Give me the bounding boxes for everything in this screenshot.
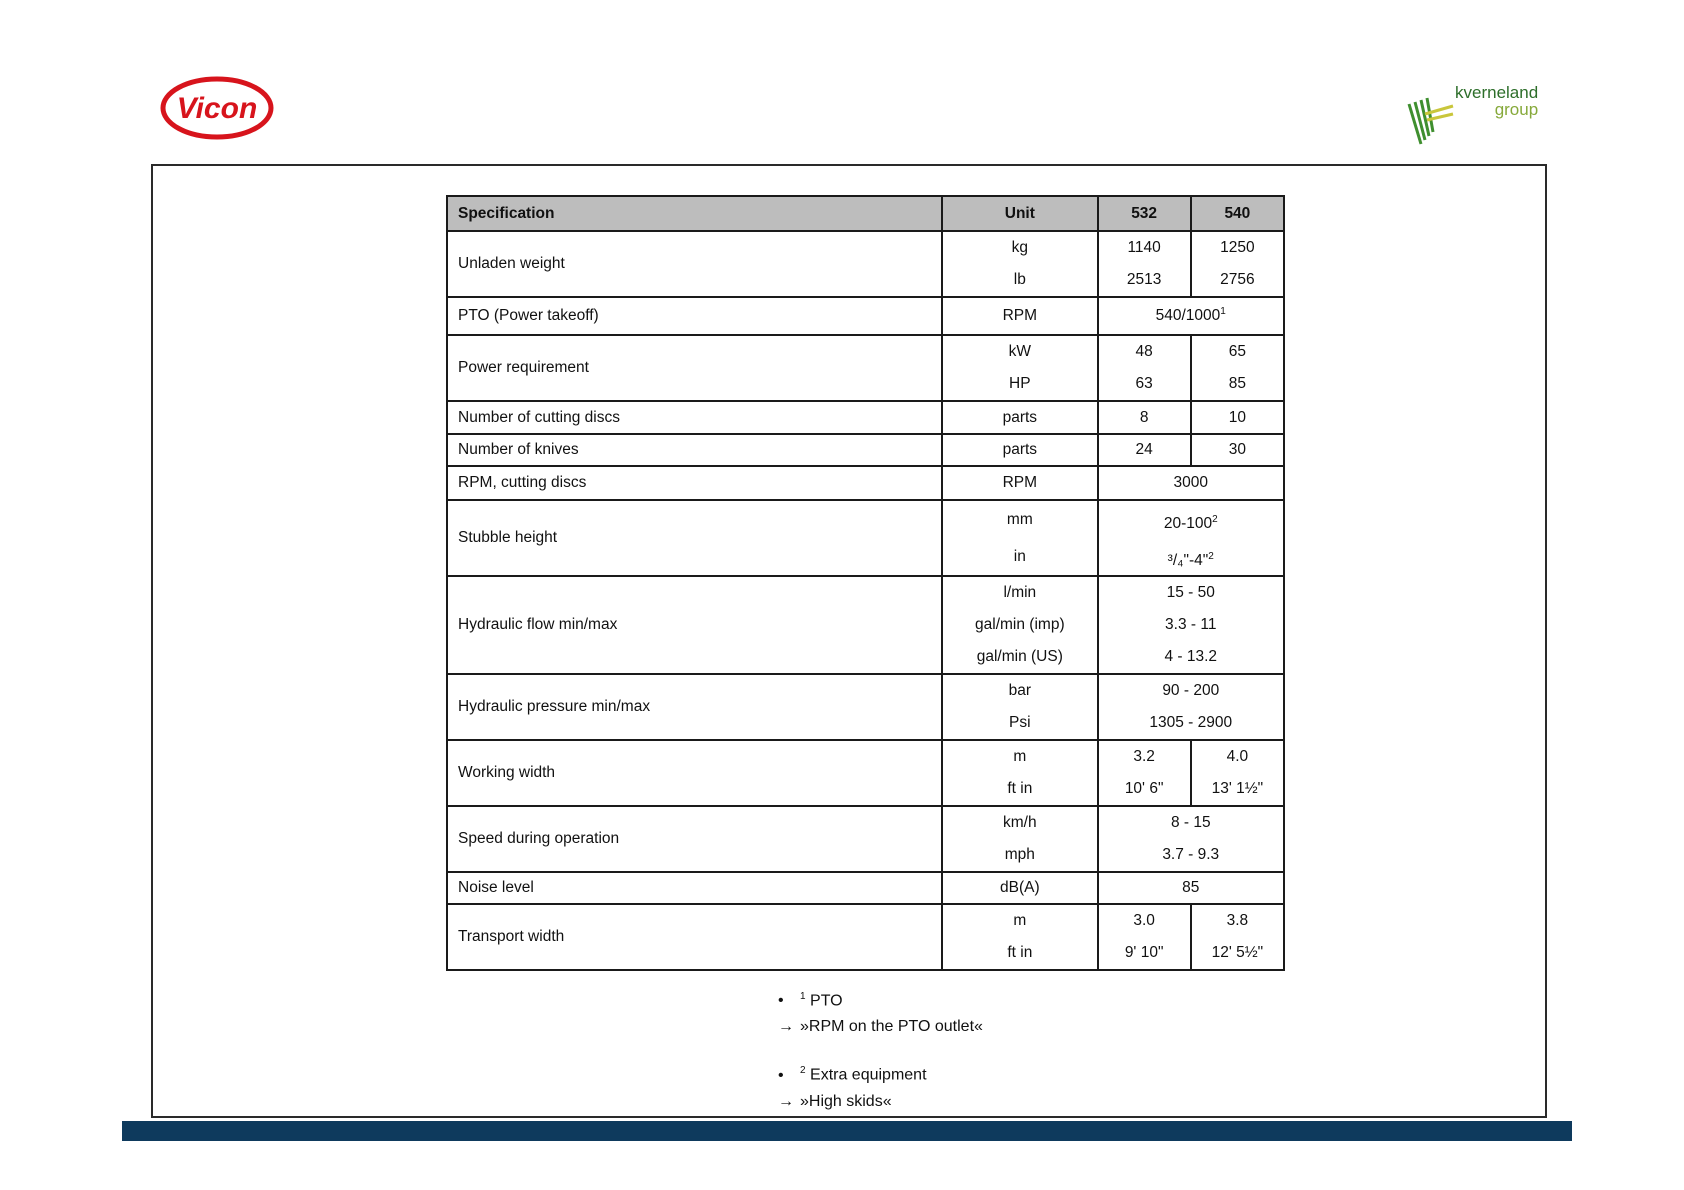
unit-cell: ft in [1007, 780, 1033, 797]
table-header-row [447, 196, 1284, 231]
arrow-right-icon: → [778, 1092, 794, 1110]
value-cell: 85 [1228, 375, 1246, 392]
value-cell: 1140 [1127, 239, 1161, 256]
arrow-right-icon: → [778, 1018, 794, 1036]
value-cell: 30 [1191, 434, 1284, 466]
header-specification: Specification [447, 196, 942, 231]
table-row [447, 904, 1284, 970]
value-cell: 3.2 [1133, 748, 1155, 765]
kverneland-logo [1405, 84, 1545, 146]
table-row [447, 740, 1284, 806]
value-cell: 13' 1½" [1211, 780, 1264, 797]
value-cell: 24 [1098, 434, 1191, 466]
unit-cell: ft in [1007, 944, 1033, 961]
value-cell: 1250 [1220, 239, 1255, 256]
value-cell: 8 [1098, 401, 1191, 434]
unit-cell: kW [1008, 343, 1032, 360]
table-row [447, 872, 1284, 904]
footnote-2-detail [778, 1089, 983, 1115]
unit-cell: RPM [942, 466, 1097, 500]
footnote-2 [778, 1058, 983, 1088]
row-label: Hydraulic flow min/max [447, 576, 942, 674]
table-row [447, 401, 1284, 434]
footnote-detail-text: »High skids« [800, 1092, 892, 1110]
table-row [447, 674, 1284, 740]
footnote-text: Extra equipment [810, 1066, 927, 1084]
table-row [447, 576, 1284, 674]
unit-cell: RPM [942, 297, 1097, 335]
footnote-marker: 2 [1208, 551, 1214, 562]
row-label: Stubble height [447, 500, 942, 576]
vicon-logo-text: Vicon [176, 92, 258, 125]
header-532: 532 [1098, 196, 1191, 231]
unit-cell: l/min [1003, 584, 1037, 601]
value-cell: 2513 [1126, 271, 1162, 288]
unit-cell: in [1013, 548, 1026, 565]
row-label: Noise level [447, 872, 942, 904]
value-cell: 10 [1191, 401, 1284, 434]
table-row [447, 500, 1284, 576]
row-label: Speed during operation [447, 806, 942, 872]
footnote-marker: 2 [800, 1065, 806, 1077]
unit-cell: Psi [1009, 714, 1031, 731]
footnote-1 [778, 984, 983, 1014]
unit-cell: HP [1009, 375, 1031, 392]
value-cell: 4.0 [1226, 748, 1249, 765]
value-cell: 12' 5½" [1211, 944, 1264, 961]
footnote-marker: 2 [1212, 514, 1218, 525]
value-cell: 63 [1135, 375, 1153, 392]
header-540: 540 [1191, 196, 1284, 231]
value-cell: 48 [1135, 343, 1153, 360]
unit-cell: m [1013, 912, 1027, 929]
unit-cell: dB(A) [942, 872, 1097, 904]
row-label: Working width [447, 740, 942, 806]
footnote-marker: 1 [1220, 306, 1226, 318]
unit-cell: gal/min (US) [976, 648, 1063, 665]
unit-cell: parts [942, 434, 1097, 466]
table-row [447, 806, 1284, 872]
table-row [447, 335, 1284, 401]
specification-table [446, 195, 1285, 971]
value-cell: 3.7 - 9.3 [1162, 846, 1220, 863]
row-label: Power requirement [447, 335, 942, 401]
row-label: Number of knives [447, 434, 942, 466]
value-cell: 3.0 [1133, 912, 1155, 929]
bullet-icon: • [778, 992, 784, 1010]
kverneland-line1: kverneland [1455, 83, 1539, 102]
kverneland-mark-icon [1405, 84, 1455, 146]
unit-cell: mm [1006, 511, 1033, 528]
value-cell: 540/1000 [1155, 307, 1221, 325]
unit-cell: kg [1011, 239, 1028, 256]
unit-cell: parts [942, 401, 1097, 434]
footnote-marker: 1 [800, 991, 806, 1002]
vicon-logo [160, 76, 274, 140]
value-cell: 1305 - 2900 [1149, 714, 1233, 731]
value-cell: 90 - 200 [1162, 682, 1220, 699]
unit-cell: m [1013, 748, 1027, 765]
value-cell: 85 [1098, 872, 1284, 904]
value-cell: 65 [1228, 343, 1246, 360]
row-label: Hydraulic pressure min/max [447, 674, 942, 740]
unit-cell: lb [1013, 271, 1026, 288]
row-label: Unladen weight [447, 231, 942, 297]
footnotes [778, 984, 983, 1115]
table-row [447, 434, 1284, 466]
value-cell: 8 - 15 [1170, 814, 1211, 831]
footnote-1-detail [778, 1014, 983, 1040]
value-cell: ³/₄"-4" [1167, 552, 1209, 570]
value-cell: 4 - 13.2 [1164, 648, 1218, 665]
value-cell: 9' 10" [1124, 944, 1164, 961]
unit-cell: bar [1008, 682, 1032, 699]
value-cell: 15 - 50 [1166, 584, 1215, 601]
unit-cell: mph [1004, 846, 1035, 863]
row-label: PTO (Power takeoff) [447, 297, 942, 335]
footnote-text: PTO [810, 992, 843, 1010]
value-cell: 3000 [1098, 466, 1284, 500]
footer-bar [122, 1121, 1572, 1141]
kverneland-line2: group [1494, 100, 1539, 119]
value-cell: 20-100 [1163, 515, 1213, 533]
table-row [447, 466, 1284, 500]
unit-cell: km/h [1003, 814, 1037, 831]
value-cell: 3.3 - 11 [1165, 616, 1217, 633]
header-unit: Unit [942, 196, 1097, 231]
unit-cell: gal/min (imp) [975, 616, 1065, 633]
value-cell: 10' 6" [1124, 780, 1164, 797]
bullet-icon: • [778, 1066, 784, 1084]
value-cell: 3.8 [1226, 912, 1249, 929]
row-label: Number of cutting discs [447, 401, 942, 434]
table-row [447, 231, 1284, 297]
footnote-detail-text: »RPM on the PTO outlet« [800, 1018, 983, 1036]
value-cell: 2756 [1220, 271, 1255, 288]
row-label: RPM, cutting discs [447, 466, 942, 500]
table-row [447, 297, 1284, 335]
row-label: Transport width [447, 904, 942, 970]
